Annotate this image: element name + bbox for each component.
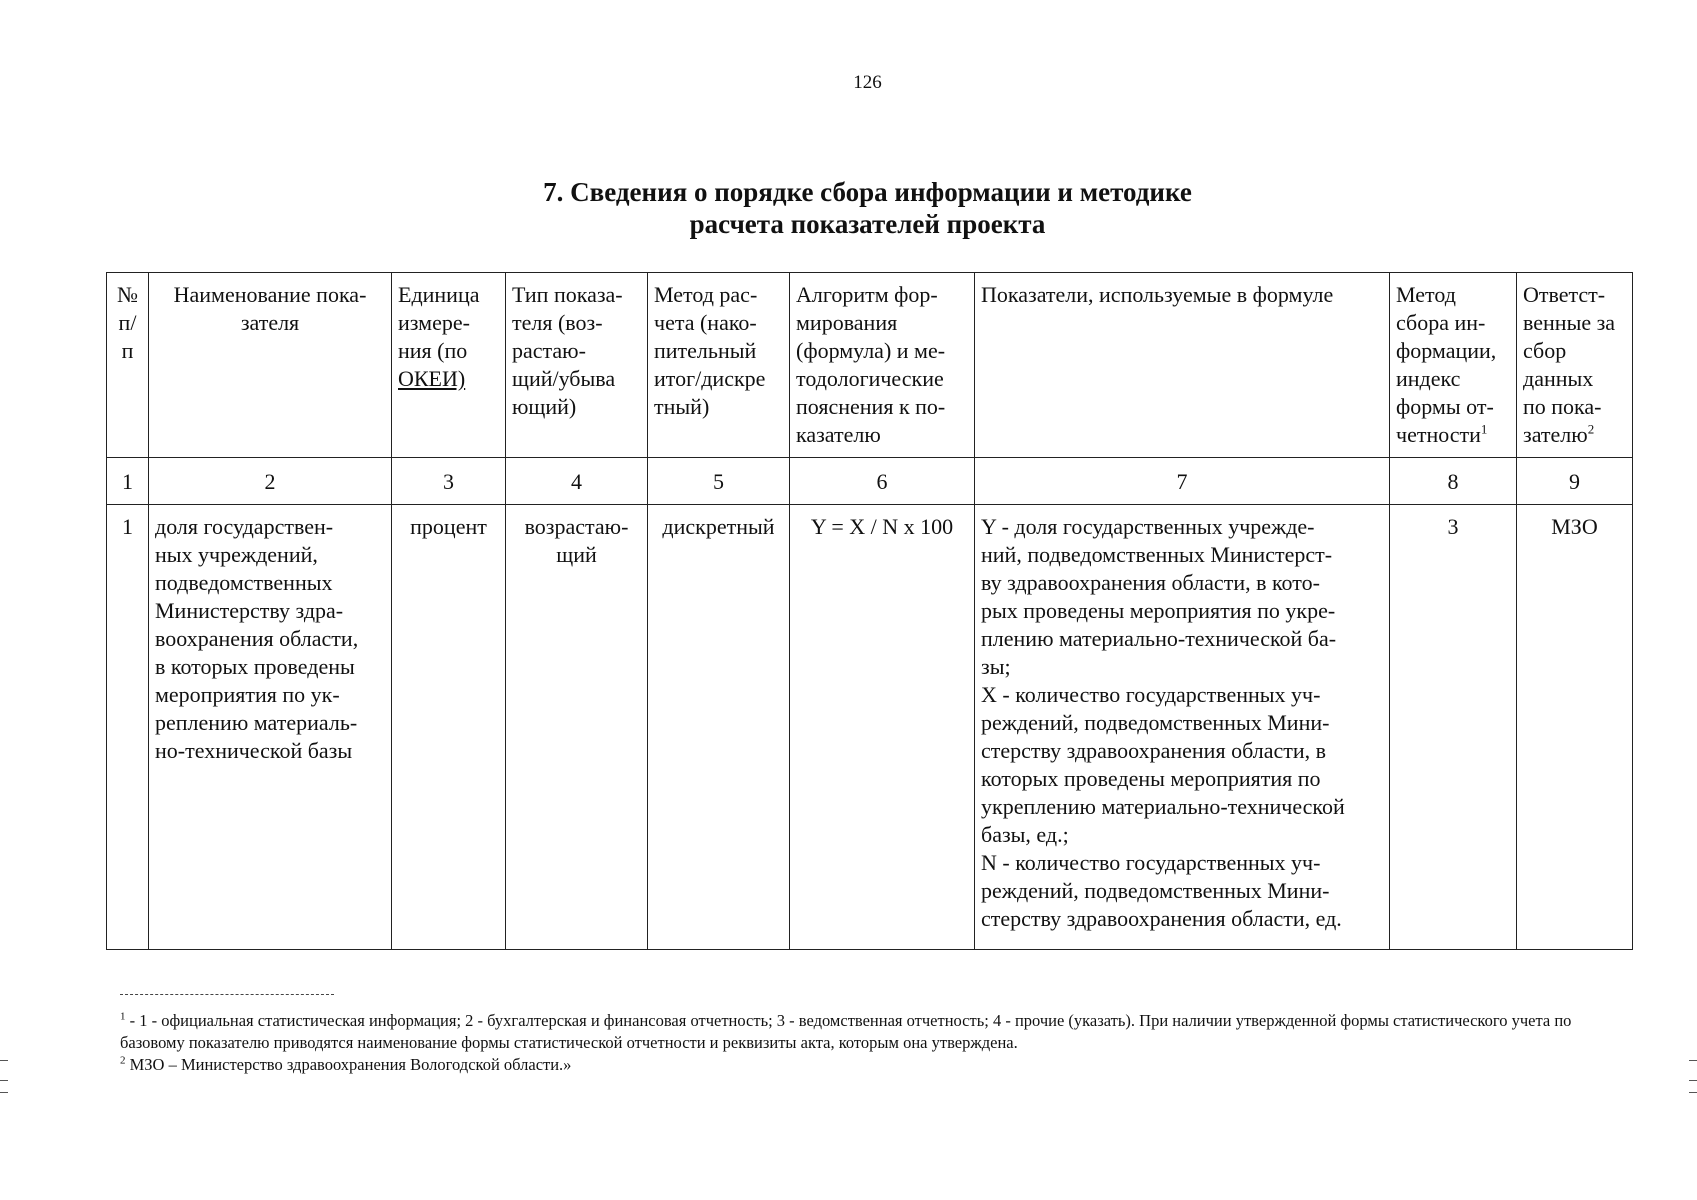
table-row bbox=[107, 505, 1633, 950]
footnote-1-mark: 1 bbox=[120, 1010, 126, 1023]
footnote-1 bbox=[120, 1010, 1620, 1054]
footnote-2-text: МЗО – Министерство здравоохранения Вологодской области.» bbox=[125, 1055, 572, 1074]
section-title-line-1: 7. Сведения о порядке сбора информации и методике bbox=[543, 177, 1192, 207]
row-unit: процент bbox=[392, 505, 506, 950]
column-number: 2 bbox=[149, 458, 392, 505]
row-indicator-name: доля государствен- ных учреждений, подведомственных Министерству здра- воохранения области, в которых проведены мероприятия по ук- реплению материаль- но-технической базы bbox=[149, 505, 392, 950]
row-formula: Y = X / N x 100 bbox=[790, 505, 975, 950]
header-unit-okei: ОКЕИ) bbox=[398, 366, 466, 391]
header-responsible-text: Ответст- венные за сбор данных по пока- зателю bbox=[1523, 282, 1616, 447]
column-number: 7 bbox=[975, 458, 1390, 505]
header-indicator-type: Тип показа- теля (воз- растаю- щий/убыва ющий) bbox=[506, 273, 648, 458]
header-indicator-name: Наименование пока- зателя bbox=[149, 273, 392, 458]
header-unit-text: Единица измере- ния (по bbox=[398, 282, 480, 363]
column-number: 3 bbox=[392, 458, 506, 505]
row-responsible: МЗО bbox=[1517, 505, 1633, 950]
footnote-2 bbox=[120, 1054, 1620, 1076]
column-number: 6 bbox=[790, 458, 975, 505]
header-formula: Алгоритм фор- мирования (формула) и ме- тодологические пояснения к по- казателю bbox=[790, 273, 975, 458]
header-number: № п/ п bbox=[107, 273, 149, 458]
footnote-2-mark: 2 bbox=[120, 1054, 126, 1067]
row-collection-method: 3 bbox=[1390, 505, 1517, 950]
scan-edge-mark bbox=[1689, 1080, 1697, 1081]
footnote-1-text: - 1 - официальная статистическая информация; 2 - бухгалтерская и финансовая отчетность; 3 - ведомственная отчетность; 4 - прочие (указать). При наличии утвержденной формы статистического учета по базовому показателю приводятся наименование формы статистической отчетности и реквизиты акта, которым она утверждена. bbox=[120, 1011, 1572, 1052]
column-number: 5 bbox=[648, 458, 790, 505]
column-number: 9 bbox=[1517, 458, 1633, 505]
scan-edge-mark bbox=[1689, 1060, 1697, 1061]
row-number: 1 bbox=[107, 505, 149, 950]
footnotes bbox=[120, 1010, 1620, 1076]
header-responsible bbox=[1517, 273, 1633, 458]
header-formula-components: Показатели, используемые в формуле bbox=[975, 273, 1390, 458]
page-number: 126 bbox=[853, 72, 882, 93]
header-collection-method-text: Метод сбора ин- формации, индекс формы от- четности bbox=[1396, 282, 1497, 447]
row-formula-components: Y - доля государственных учрежде- ний, подведомственных Министерст- ву здравоохранения области, в кото- рых проведены мероприятия по укре- плению материально-технической ба- зы; X - количество государственных уч- реждений, подведомственных Мини- стерству здравоохранения области, в которых проведены мероприятия по укреплению материально-технической базы, ед.; N - количество государственных уч- реждений, подведомственных Мини- стерству здравоохранения области, ед. bbox=[975, 505, 1390, 950]
header-unit bbox=[392, 273, 506, 458]
column-number: 8 bbox=[1390, 458, 1517, 505]
scan-edge-mark bbox=[0, 1092, 8, 1093]
scan-edge-mark bbox=[1689, 1092, 1697, 1093]
section-title-line-2: расчета показателей проекта bbox=[689, 209, 1046, 239]
scan-edge-mark bbox=[0, 1080, 8, 1081]
row-indicator-type: возрастаю- щий bbox=[506, 505, 648, 950]
footnote-separator bbox=[120, 994, 334, 995]
section-title bbox=[0, 176, 1697, 240]
column-number-row bbox=[107, 458, 1633, 505]
footnote-ref-2: 2 bbox=[1587, 421, 1595, 437]
table-header-row bbox=[107, 273, 1633, 458]
header-calc-method: Метод рас- чета (нако- пительный итог/дискре тный) bbox=[648, 273, 790, 458]
column-number: 4 bbox=[506, 458, 648, 505]
scan-edge-mark bbox=[0, 1060, 8, 1061]
column-number: 1 bbox=[107, 458, 149, 505]
header-collection-method bbox=[1390, 273, 1517, 458]
indicators-table bbox=[106, 272, 1633, 950]
row-calc-method: дискретный bbox=[648, 505, 790, 950]
footnote-ref-1: 1 bbox=[1480, 421, 1488, 437]
